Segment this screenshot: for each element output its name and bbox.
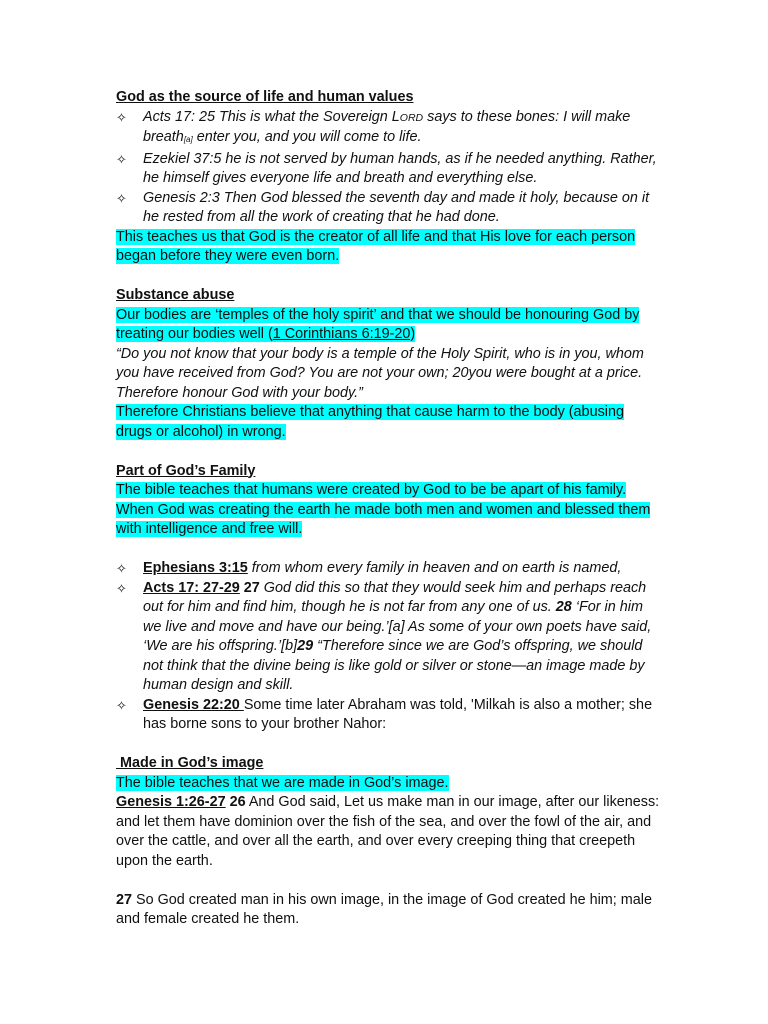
- section-heading-source-of-life: God as the source of life and human values: [116, 89, 414, 105]
- star-bullet-icon: ✧: [116, 697, 127, 713]
- verse-text: God did this so that they would seek him and perhaps reach out for him and find him, though he is not far from any one of us.: [143, 579, 647, 615]
- highlighted-text: Our bodies are ‘temples of the holy spirit’ and that we should be honouring God by treating our bodies well (: [116, 306, 640, 342]
- section-heading-gods-family: Part of God’s Family: [116, 462, 256, 479]
- highlighted-paragraph: [116, 403, 661, 442]
- scripture-quote: “Do you not know that your body is a temple of the Holy Spirit, who is in you, whom you have received from God? You are not your own; 20you were bought at a price. Therefore honour God with your body.”: [116, 345, 644, 401]
- verse-text: says to these bones: I will make breath: [143, 108, 631, 145]
- list-item: [116, 108, 661, 150]
- highlighted-text: alcohol) in wrong.: [172, 423, 286, 440]
- verse-text: Acts 17: 25 This is what the Sovereign L: [143, 108, 400, 125]
- section-heading-substance-abuse: Substance abuse: [116, 287, 235, 303]
- verse-text: So God created man in his own image, in the image of God created he him; male and female created he them.: [116, 891, 652, 927]
- verse-text: from whom every family in heaven and on earth is named,: [247, 560, 622, 576]
- list-item: [116, 150, 661, 189]
- star-bullet-icon: ✧: [116, 190, 127, 206]
- highlighted-text: The bible teaches that we are made in God’s image.: [116, 774, 449, 791]
- highlighted-text: This teaches us that God is the creator of all life and that His love for each person began before they were even born.: [116, 228, 636, 264]
- genesis-paragraph: [116, 891, 661, 930]
- document-page: [116, 88, 661, 930]
- star-bullet-icon: ✧: [116, 109, 127, 125]
- highlighted-paragraph: [116, 228, 661, 267]
- star-bullet-icon: ✧: [116, 151, 127, 167]
- section-heading-gods-image: Made in God’s image: [116, 755, 264, 771]
- scripture-reference: Genesis 22:20: [143, 696, 244, 713]
- verse-text: Ezekiel 37:5 he is not served by human hands, as if he needed anything. Rather, he himself gives everyone life and breath and everything else.: [143, 150, 657, 186]
- footnote-marker: [a]: [183, 135, 193, 144]
- star-bullet-icon: ✧: [116, 580, 127, 596]
- verse-text: “Therefore since we are God’s offspring, we should not think that the divine being is like gold or silver or stone—an image made by human design and skill.: [143, 638, 645, 693]
- highlighted-paragraph: [116, 774, 661, 794]
- scripture-reference: Ephesians 3:15: [143, 560, 248, 576]
- verse-text: And God said, Let us make man in our image, after our likeness: and let them have dominion over the fish of the sea, and over the fowl of the air, and over the cattle, and over all the earth, and over every creeping thing that creepeth upon the earth.: [116, 794, 660, 869]
- verse-text: enter you, and you will come to life.: [192, 129, 422, 145]
- source-of-life-verse-list: [116, 108, 661, 228]
- verse-text: Some time later Abraham was told, 'Milkah is also a mother; she has borne sons to your brother Nahor:: [143, 696, 653, 732]
- highlighted-paragraph: [116, 306, 661, 345]
- highlighted-text: Therefore Christians believe that anything that cause harm to the body (abusing drugs or: [116, 404, 624, 440]
- verse-number: 28: [555, 599, 572, 615]
- scripture-reference-link[interactable]: 1 Corinthians 6:19-20: [272, 326, 411, 342]
- verse-number: 26: [225, 794, 246, 810]
- gods-family-verse-list: [116, 559, 661, 735]
- verse-number: 27: [116, 891, 133, 908]
- verse-number: 29: [297, 638, 314, 654]
- list-item: [116, 559, 661, 579]
- list-item: [116, 189, 661, 228]
- star-bullet-icon: ✧: [116, 561, 127, 576]
- highlighted-text: ): [410, 326, 416, 342]
- verse-text: Genesis 2:3 Then God blessed the seventh day and made it holy, because on it he rested from all the work of creating that he had done.: [143, 189, 650, 225]
- highlighted-paragraph: [116, 481, 661, 540]
- list-item: [116, 696, 661, 735]
- verse-text: ‘For in him we live and move and have our being.’[a] As some of your own poets have said, ‘We are his offspring.’[b]: [143, 599, 652, 654]
- scripture-reference: Acts 17: 27-29: [143, 579, 240, 596]
- verse-text-smallcaps: ORD: [399, 111, 424, 124]
- genesis-paragraph: [116, 793, 661, 871]
- list-item: [116, 579, 661, 696]
- verse-number: 27: [239, 579, 260, 596]
- highlighted-text: The bible teaches that humans were created by God to be be apart of his family. When God was creating the earth he made both men and women and blessed them with intelligence and free will.: [116, 482, 651, 537]
- scripture-reference: Genesis 1:26-27: [116, 794, 226, 810]
